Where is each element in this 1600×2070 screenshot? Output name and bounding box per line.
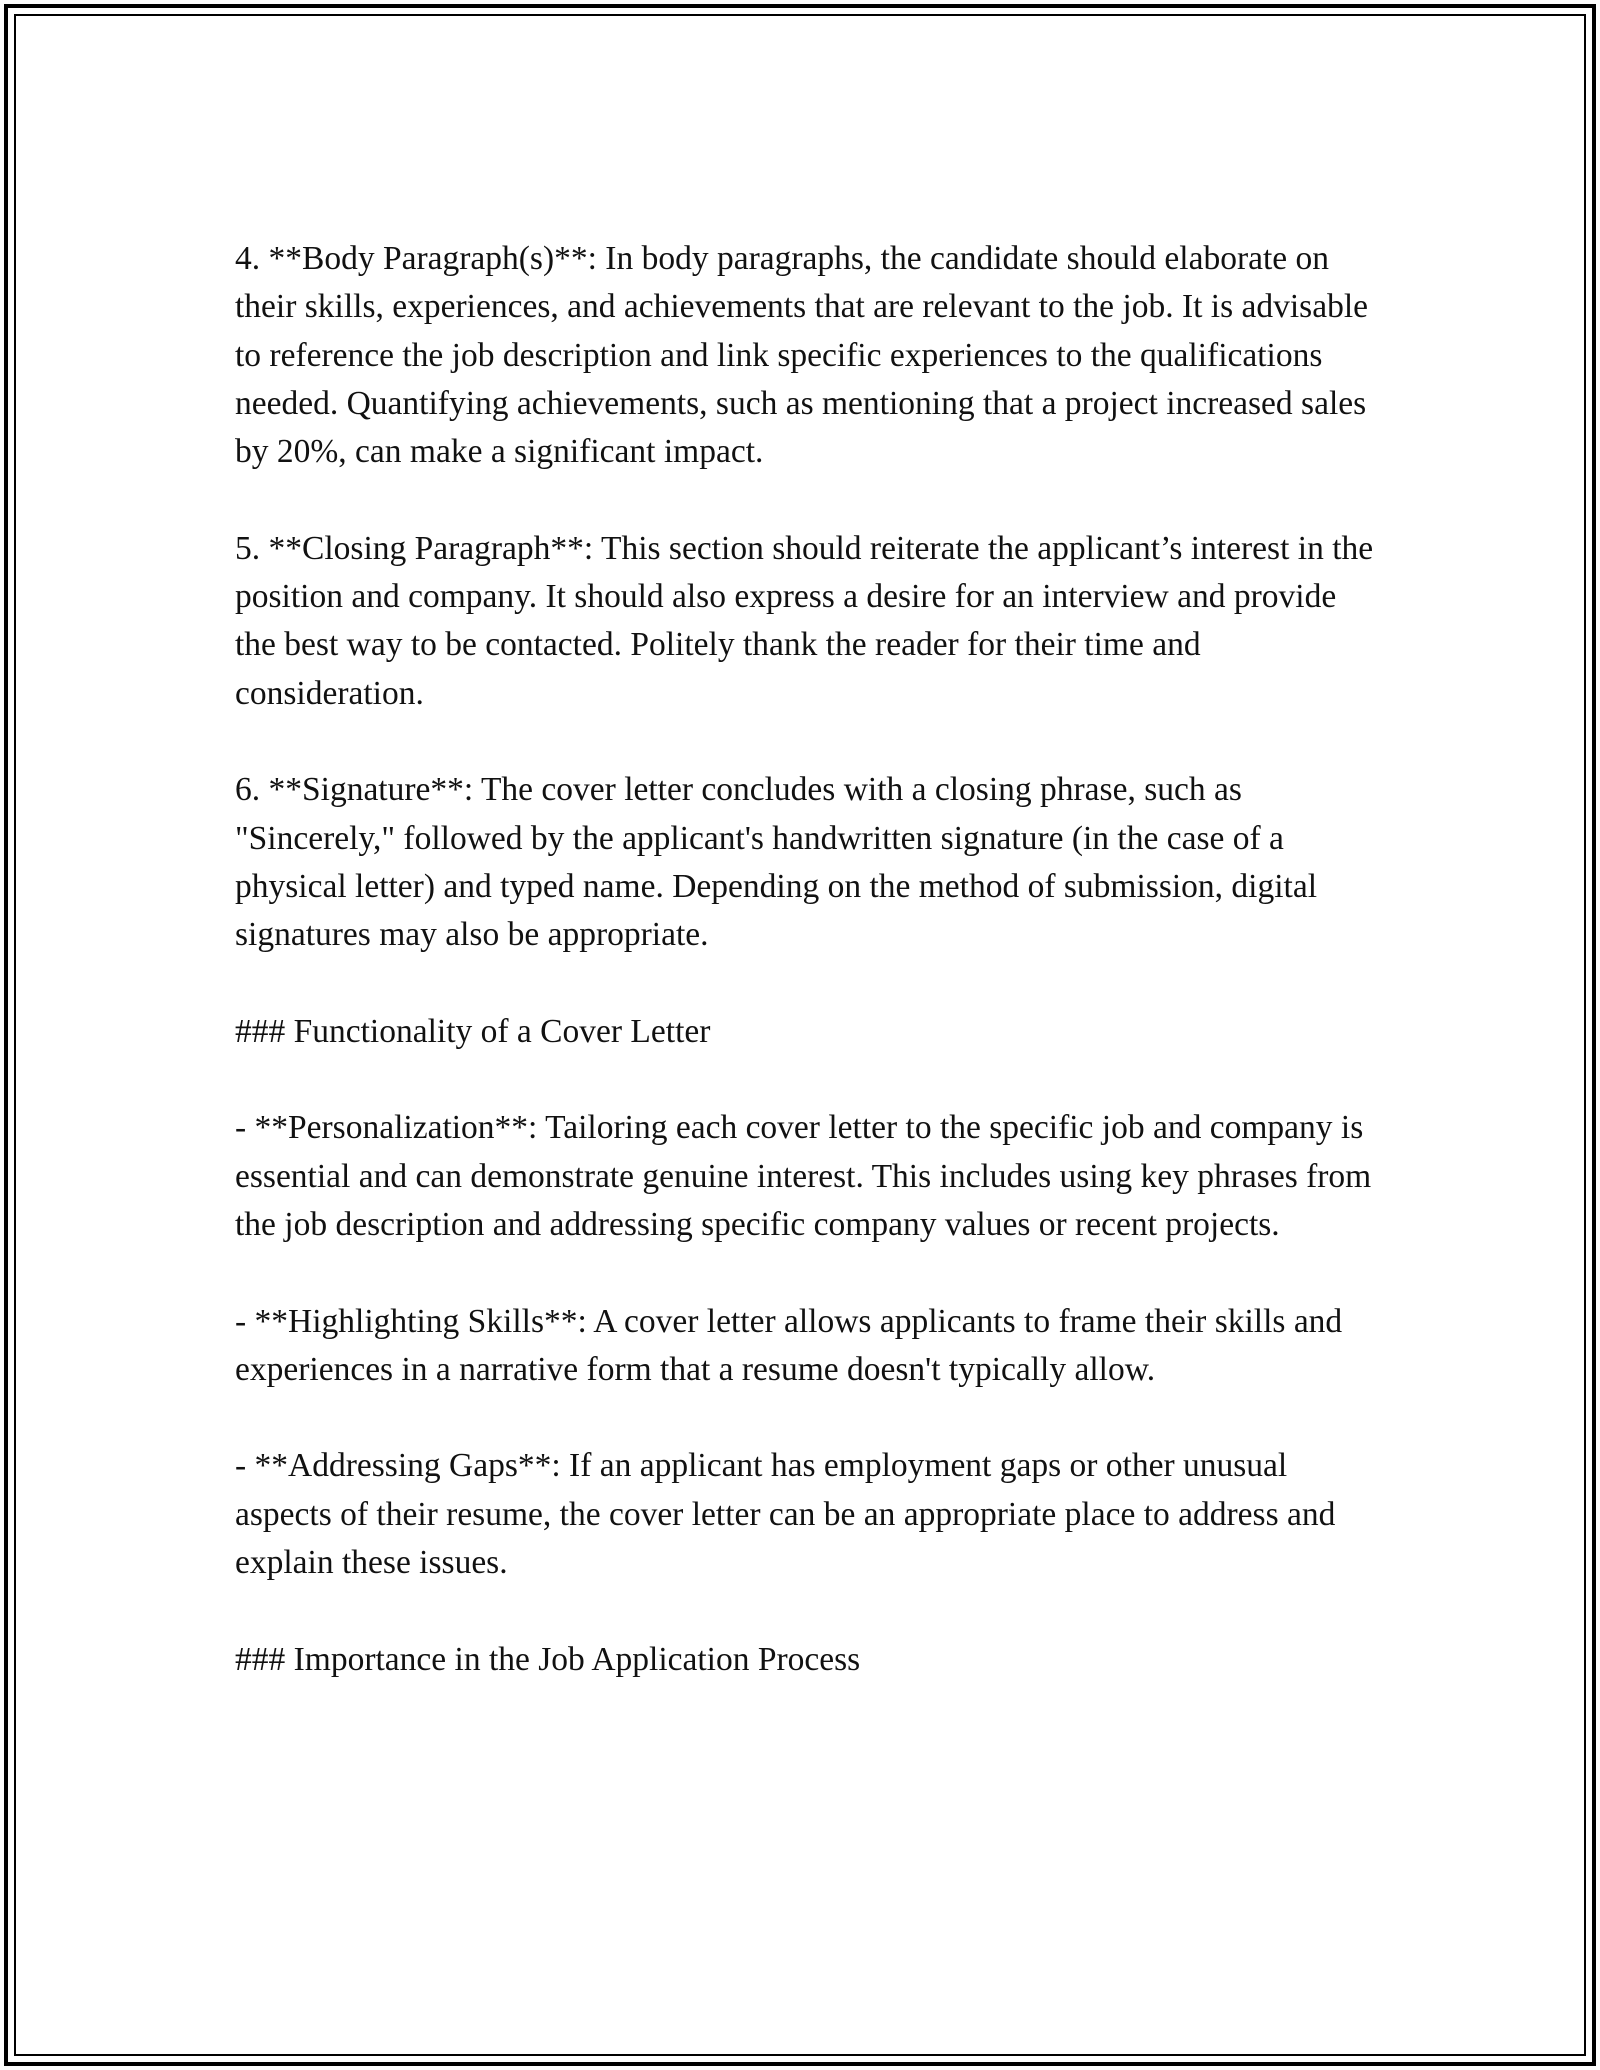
heading-importance: ### Importance in the Job Application Process xyxy=(235,1640,861,1678)
bullet-personalization: - **Personalization**: Tailoring each cover letter to the specific job and company is essential and can demonstrate genuine interest. This includes using key phrases from the job description and addressing specific company values or recent projects. xyxy=(235,1109,1372,1243)
paragraph-closing-paragraph: 5. **Closing Paragraph**: This section should reiterate the applicant’s interest in the position and company. It should also express a desire for an interview and provide the best way to be contacted. Politely thank the reader for their time and consideration. xyxy=(235,529,1374,712)
heading-functionality: ### Functionality of a Cover Letter xyxy=(235,1012,711,1050)
bullet-addressing-gaps: - **Addressing Gaps**: If an applicant has employment gaps or other unusual aspects of their resume, the cover letter can be an appropriate place to address and explain these issues. xyxy=(235,1447,1336,1582)
document-body xyxy=(235,235,1375,1684)
paragraph-signature: 6. **Signature**: The cover letter concludes with a closing phrase, such as "Sincerely," followed by the applicant's handwritten signature (in the case of a physical letter) and typed name. Depending on the method of submission, digital signatures may also be appropriate. xyxy=(235,771,1318,954)
paragraph-body-paragraphs: 4. **Body Paragraph(s)**: In body paragraphs, the candidate should elaborate on their skills, experiences, and achievements that are relevant to the job. It is advisable to reference the job description and link specific experiences to the qualifications needed. Quantifying achievements, such as mentioning that a project increased sales by 20%, can make a significant impact. xyxy=(235,240,1369,471)
bullet-highlighting-skills: - **Highlighting Skills**: A cover letter allows applicants to frame their skills and experiences in a narrative form that a resume doesn't typically allow. xyxy=(235,1302,1343,1388)
